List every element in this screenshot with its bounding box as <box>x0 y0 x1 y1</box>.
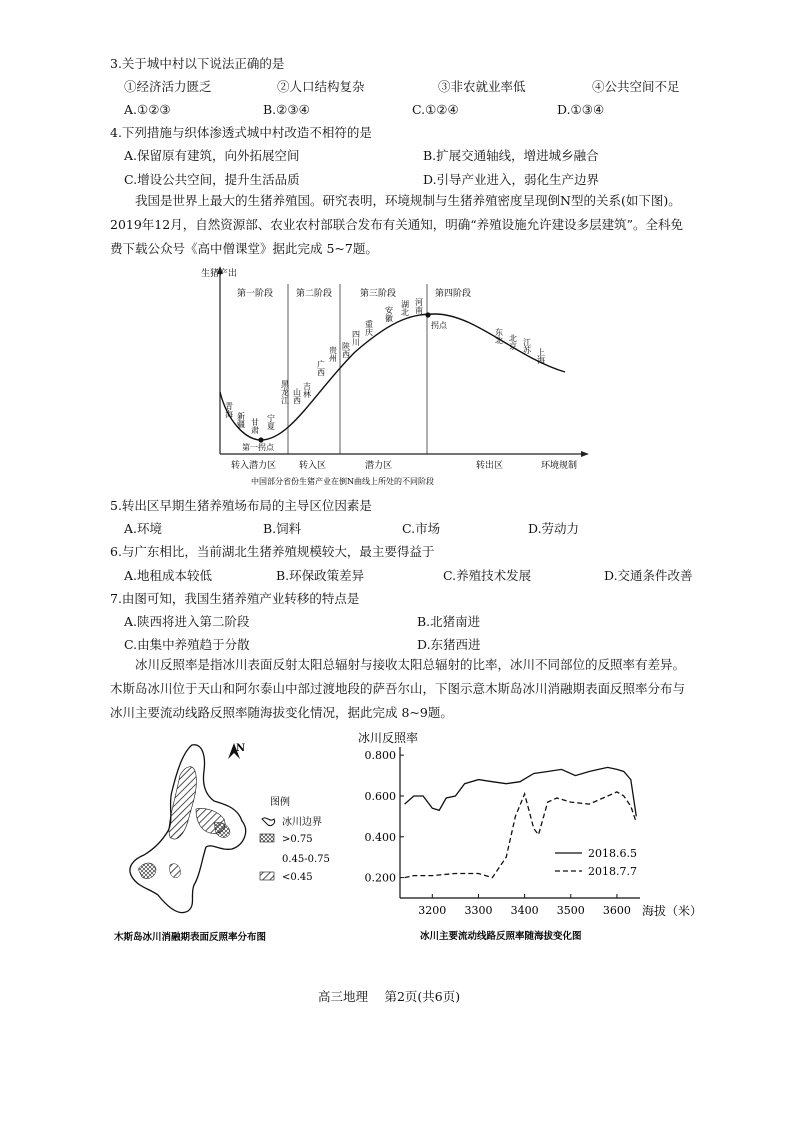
q4-stem: 4.下列措施与织体渗透式城中村改造不相符的是 <box>110 125 372 140</box>
prov-shanxi: 山西 <box>292 388 302 404</box>
fig1-caption: 中国部分省份生猪产业在倒N曲线上所处的不同阶段 <box>251 477 434 486</box>
chart-title: 冰川反照率 <box>358 731 419 745</box>
q3-item-3: ③非农就业率低 <box>438 79 526 94</box>
prov-gansu: 甘肃 <box>250 418 260 434</box>
fig1-stage-4: 第四阶段 <box>435 289 472 299</box>
x-tick-label: 3200 <box>418 904 447 917</box>
map-legend-low: <0.45 <box>282 872 313 883</box>
fig1-stage-2: 第二阶段 <box>296 289 333 299</box>
map-legend-mid: 0.45-0.75 <box>282 854 330 865</box>
chart-caption: 冰川主要流动线路反照率随海拔变化图 <box>420 931 582 942</box>
q5-option-b: B.饲料 <box>263 521 302 536</box>
x-tick-label: 3400 <box>510 904 539 917</box>
x-tick-label: 3300 <box>464 904 493 917</box>
y-tick-label: 0.200 <box>364 871 396 885</box>
page-footer: 高三地理 第2页(共6页) <box>318 989 461 1004</box>
fig1-zone-2: 转入区 <box>299 461 327 471</box>
north-label: N <box>236 743 246 754</box>
prov-ningxia: 宁夏 <box>266 414 276 430</box>
x-tick-label: 3500 <box>556 904 585 917</box>
q6-option-c: C.养殖技术发展 <box>443 568 532 583</box>
passage-pig: 我国是世界上最大的生猪养殖国。研究表明，环境规制与生猪养殖密度呈现倒N型的关系(如下图)。2019年12月，自然资源部、农业农村部联合发布有关通知，明确“养殖设施允许建设多层建筑”。全科免费下载公众号《高中僧课堂》据此完成 5~7题。 <box>110 193 683 256</box>
legend-boundary-icon <box>262 818 275 826</box>
q6-option-a: A.地租成本较低 <box>124 568 213 583</box>
fig1-turning-2: 拐点 <box>431 321 447 330</box>
series-line-1 <box>405 767 637 816</box>
legend-series-1: 2018.6.5 <box>588 847 637 860</box>
fig1-zone-1: 转入潜力区 <box>231 461 277 471</box>
prov-dongbei: 东北 <box>494 328 504 344</box>
q3-option-c: C.①②④ <box>412 102 459 117</box>
prov-guangxi: 广西 <box>316 360 326 376</box>
q6-option-b: B.环保政策差异 <box>276 568 365 583</box>
q6-option-d: D.交通条件改善 <box>604 568 693 583</box>
q3-option-a: A.①②③ <box>124 102 171 117</box>
y-tick-label: 0.800 <box>364 749 396 763</box>
prov-hubei: 湖北 <box>400 300 410 316</box>
q7-option-b: B.北猪南进 <box>417 614 481 629</box>
q3-item-2: ②人口结构复杂 <box>277 79 365 94</box>
map-legend-title: 图例 <box>270 797 290 808</box>
q7-option-c: C.由集中养殖趋于分散 <box>124 637 250 652</box>
q3-item-1: ①经济活力匮乏 <box>124 79 212 94</box>
inverted-n-figure <box>195 262 595 492</box>
prov-shaanxi: 陕西 <box>341 342 351 358</box>
prov-heilongjiang: 黑龙江 <box>280 380 290 404</box>
prov-sichuan: 四川 <box>351 330 361 346</box>
fig1-xlabel: 环境规制 <box>541 461 578 471</box>
prov-qinghai: 青海 <box>224 402 234 418</box>
map-legend-high: >0.75 <box>282 834 313 845</box>
q3-option-b: B.②③④ <box>263 102 310 117</box>
prov-jiangsu: 江苏 <box>522 338 532 354</box>
map-caption: 木斯岛冰川消融期表面反照率分布图 <box>114 932 267 943</box>
q4-option-b: B.扩展交通轴线，增进城乡融合 <box>423 148 599 163</box>
q7-stem: 7.由图可知，我国生猪养殖产业转移的特点是 <box>110 591 360 606</box>
prov-henan: 河南 <box>414 298 424 314</box>
fig1-zone-4: 转出区 <box>476 461 504 471</box>
prov-guizhou: 贵州 <box>328 346 338 362</box>
q7-option-d: D.东猪西进 <box>417 637 481 652</box>
y-tick-label: 0.400 <box>364 830 396 844</box>
q5-option-d: D.劳动力 <box>528 521 580 536</box>
prov-beijing: 北京 <box>508 334 518 350</box>
fig1-zone-3: 潜力区 <box>365 461 393 471</box>
q6-stem: 6.与广东相比，当前湖北生猪养殖规模较大，最主要得益于 <box>110 544 435 559</box>
prov-jilin: 吉林 <box>302 382 312 398</box>
prov-anhui: 安徽 <box>384 306 394 322</box>
q4-option-d: D.引导产业进入，弱化生产边界 <box>423 172 600 187</box>
albedo-line-chart <box>350 725 703 950</box>
passage-glacier: 冰川反照率是指冰川表面反射太阳总辐射与接收太阳总辐射的比率，冰川不同部位的反照率有差异。木斯岛冰川位于天山和阿尔泰山中部过渡地段的萨吾尔山，下图示意木斯岛冰川消融期表面反照率分布与冰川主要流动线路反照率随海拔变化情况，据此完成 8~9题。 <box>110 657 686 720</box>
q7-option-a: A.陕西将进入第二阶段 <box>124 614 250 629</box>
prov-shanghai: 上海 <box>536 348 546 364</box>
q3-option-d: D.①③④ <box>557 102 605 117</box>
q3-item-4: ④公共空间不足 <box>592 79 680 94</box>
q3-stem: 3.关于城中村以下说法正确的是 <box>110 56 285 71</box>
chart-xlabel: 海拔（米） <box>642 904 703 918</box>
fig1-stage-3: 第三阶段 <box>360 289 397 299</box>
fig1-stage-1: 第一阶段 <box>237 289 274 299</box>
glacier-albedo-map <box>110 735 350 950</box>
x-tick-label: 3600 <box>602 904 631 917</box>
q5-option-c: C.市场 <box>402 521 441 536</box>
q4-option-a: A.保留原有建筑，向外拓展空间 <box>124 148 300 163</box>
y-tick-label: 0.600 <box>364 789 396 803</box>
fig1-ylabel: 生猪产出 <box>201 269 238 279</box>
map-legend-boundary: 冰川边界 <box>282 817 322 828</box>
prov-chongqing: 重庆 <box>364 320 374 336</box>
legend-series-2: 2018.7.7 <box>588 865 637 878</box>
fig1-turning-1: 第一拐点 <box>242 443 274 452</box>
q4-option-c: C.增设公共空间，提升生活品质 <box>124 172 300 187</box>
q5-stem: 5.转出区早期生猪养殖场布局的主导区位因素是 <box>110 498 372 513</box>
q5-option-a: A.环境 <box>124 521 163 536</box>
prov-xinjiang: 新疆 <box>236 412 246 428</box>
